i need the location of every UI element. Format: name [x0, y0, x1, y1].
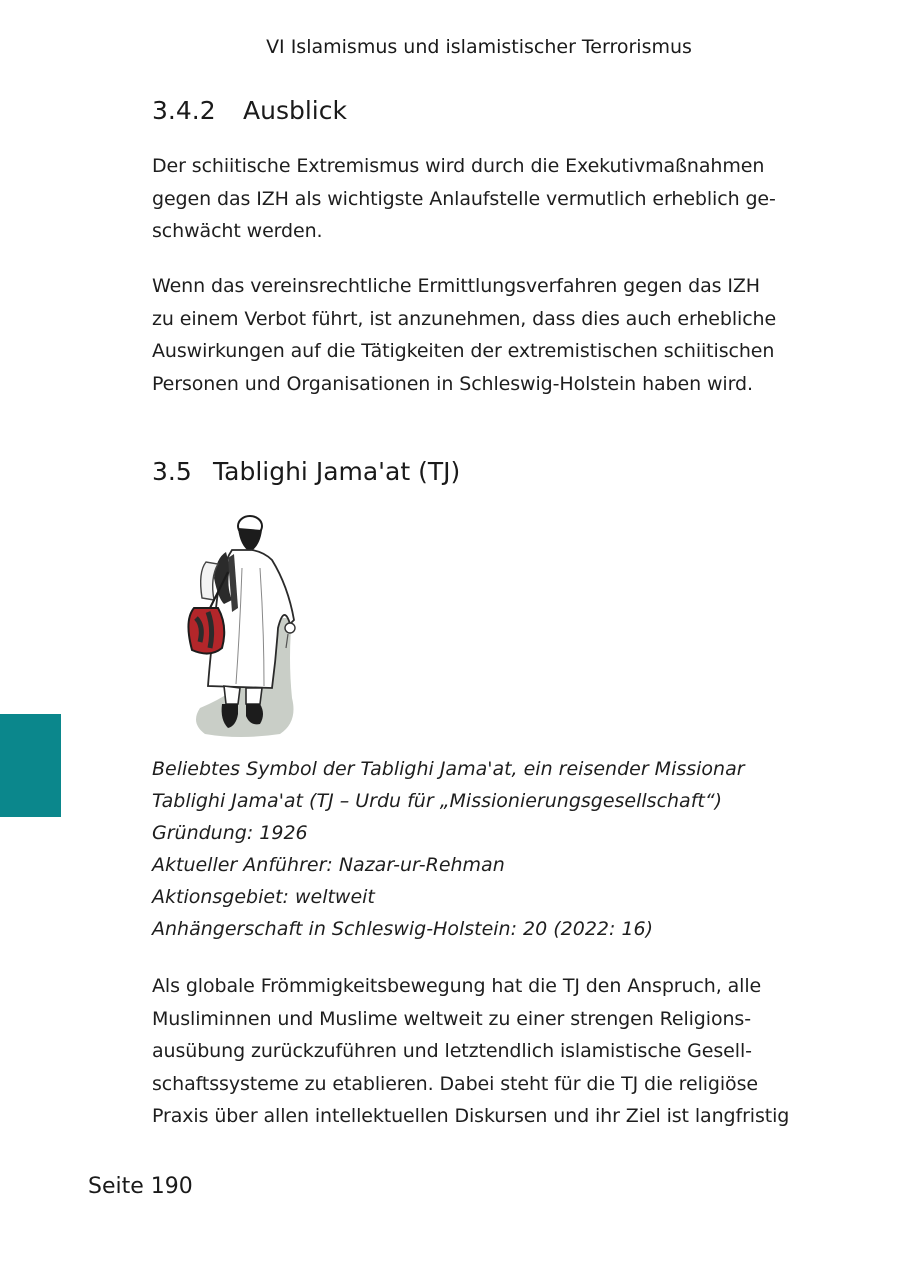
- text-line: Musliminnen und Muslime weltweit zu einer strengen Religions-: [152, 1007, 751, 1030]
- figure-caption: Beliebtes Symbol der Tablighi Jama'at, ein reisender Missionar: [152, 758, 745, 780]
- text-line: schwächt werden.: [152, 220, 323, 242]
- paragraph-ausblick-2: [152, 270, 812, 400]
- fact-leader: Aktueller Anführer: Nazar-ur-Rehman: [152, 854, 505, 876]
- text-line: ausübung zurückzuführen und letztendlich islamistische Gesell-: [152, 1040, 752, 1062]
- section-number: 3.5: [152, 457, 192, 486]
- text-line: zu einem Verbot führt, ist anzunehmen, dass dies auch erhebliche: [152, 307, 777, 330]
- paragraph-tablighi-jamaat: [152, 970, 812, 1133]
- fact-area: Aktionsgebiet: weltweit: [152, 886, 375, 908]
- text-line: Personen und Organisationen in Schleswig-Holstein haben wird.: [152, 372, 753, 395]
- fact-followers: Anhängerschaft in Schleswig-Holstein: 20 (2022: 16): [152, 918, 654, 940]
- text-line: Der schiitische Extremismus wird durch die Exekutivmaßnahmen: [152, 155, 765, 177]
- text-line: Wenn das vereinsrechtliche Ermittlungsverfahren gegen das IZH: [152, 275, 760, 297]
- running-header: VI Islamismus und islamistischer Terrorismus: [266, 36, 692, 58]
- section-title: Tablighi Jama'at (TJ): [213, 457, 461, 486]
- text-line: schaftssysteme zu etablieren. Dabei steht für die TJ die religiöse: [152, 1072, 758, 1095]
- text-line: Auswirkungen auf die Tätigkeiten der extremistischen schiitischen: [152, 340, 775, 362]
- section-title: Ausblick: [243, 96, 347, 125]
- text-line: Praxis über allen intellektuellen Diskursen und ihr Ziel ist langfristig: [152, 1105, 790, 1127]
- chapter-tab-marker: [0, 714, 61, 817]
- section-heading-tablighi-jamaat: [152, 457, 812, 486]
- fact-founded: Gründung: 1926: [152, 822, 308, 844]
- travelling-missionary-illustration: [180, 508, 310, 740]
- text-line: Als globale Frömmigkeitsbewegung hat die TJ den Anspruch, alle: [152, 975, 762, 997]
- organisation-facts: [152, 753, 812, 945]
- paragraph-ausblick-1: [152, 150, 812, 248]
- page-number: Seite 190: [88, 1174, 193, 1199]
- text-line: gegen das IZH als wichtigste Anlaufstelle vermutlich erheblich ge-: [152, 187, 776, 210]
- section-heading-ausblick: [152, 96, 812, 125]
- section-number: 3.4.2: [152, 96, 216, 125]
- fact-name: Tablighi Jama'at (TJ – Urdu für „Missionierungsgesellschaft“): [152, 790, 723, 812]
